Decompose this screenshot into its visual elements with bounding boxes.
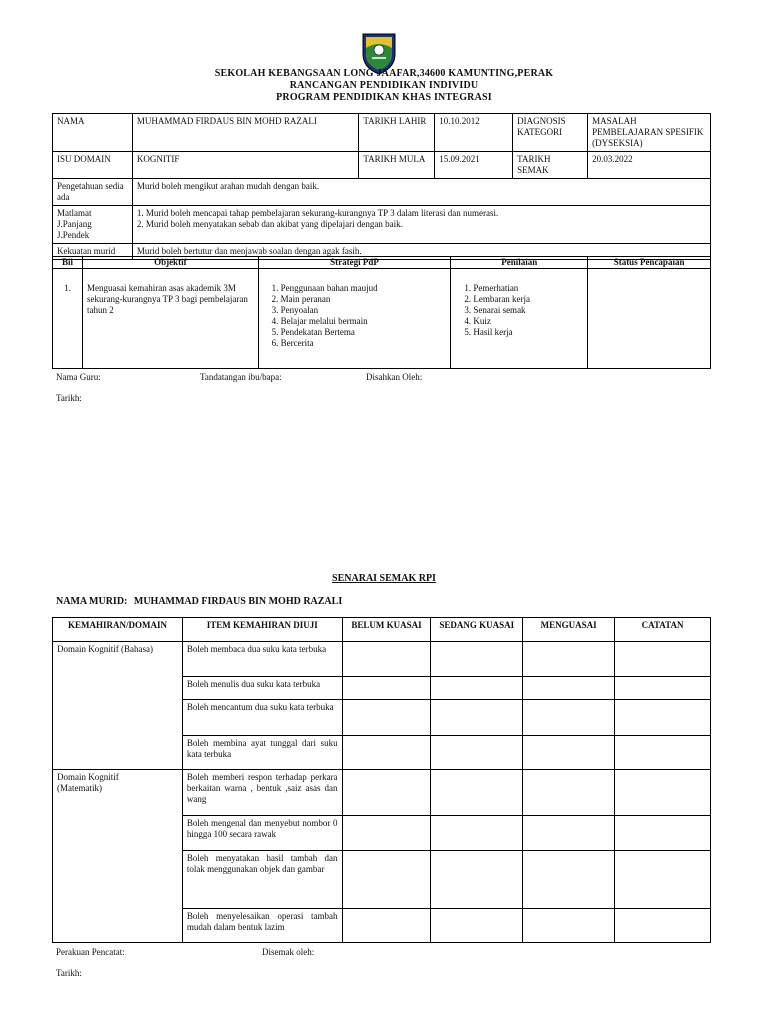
disemak-oleh-label: Disemak oleh: (262, 947, 315, 957)
menguasai-cell[interactable] (523, 642, 615, 677)
tarikh-label-2: Tarikh: (56, 968, 82, 978)
menguasai-cell[interactable] (523, 677, 615, 700)
matlamat-item-2: 2. Murid boleh menyatakan sebab dan akibat yang dipelajari dengan baik. (136, 219, 403, 229)
isu-domain-value: KOGNITIF (132, 152, 358, 179)
strategi-item: 6. Bercerita (281, 338, 447, 349)
tarikh-lahir-value: 10.10.2012 (435, 114, 513, 152)
sedang-cell[interactable] (431, 816, 523, 851)
penilaian-list (455, 283, 583, 338)
catatan-cell[interactable] (615, 700, 711, 736)
kekuatan-label: Kekuatan murid (53, 244, 133, 260)
diagnosis-value: MASALAH PEMBELAJARAN SPESIFIK (DYSEKSIA) (588, 114, 711, 152)
domain-matematik-line-1: Domain Kognitif (57, 772, 119, 782)
senarai-header-kemahiran: KEMAHIRAN/DOMAIN (53, 618, 183, 642)
kekuatan-value: Murid boleh bertutur dan menjawab soalan dengan agak fasih. (132, 244, 710, 260)
menguasai-cell[interactable] (523, 909, 615, 943)
senarai-header-sedang: SEDANG KUASAI (431, 618, 523, 642)
student-info-table (52, 113, 711, 260)
plan-header-objektif: Objektif (82, 257, 258, 269)
sedang-cell[interactable] (431, 909, 523, 943)
catatan-cell[interactable] (615, 851, 711, 909)
penilaian-item: 2. Lembaran kerja (473, 294, 583, 305)
table-row (53, 642, 711, 677)
nama-murid-label: NAMA MURID: (56, 596, 128, 607)
matlamat-value (132, 206, 710, 244)
sedang-cell[interactable] (431, 851, 523, 909)
senarai-semak-title: SENARAI SEMAK RPI (332, 573, 436, 584)
penilaian-item: 1. Pemerhatian (473, 283, 583, 294)
penilaian-item: 3. Senarai semak (473, 305, 583, 316)
catatan-cell[interactable] (615, 770, 711, 816)
tarikh-lahir-label: TARIKH LAHIR (359, 114, 435, 152)
sedang-cell[interactable] (431, 677, 523, 700)
domain-matematik-line-2: (Matematik) (57, 783, 102, 793)
pengetahuan-label: Pengetahuan sedia ada (53, 179, 133, 206)
plan-status (588, 269, 711, 369)
senarai-header-item: ITEM KEMAHIRAN DIUJI (182, 618, 342, 642)
menguasai-cell[interactable] (523, 816, 615, 851)
perakuan-pencatat-label: Perakuan Pencatat: (56, 947, 125, 957)
pengetahuan-value: Murid boleh mengikut arahan mudah dengan baik. (132, 179, 710, 206)
matlamat-label (53, 206, 133, 244)
plan-header-bil: Bil (53, 257, 83, 269)
disahkan-label: Disahkan Oleh: (366, 372, 423, 382)
plan-header-strategi: Strategi PdP (258, 257, 451, 269)
domain-bahasa: Domain Kognitif (Bahasa) (53, 642, 183, 770)
belum-cell[interactable] (342, 909, 431, 943)
menguasai-cell[interactable] (523, 700, 615, 736)
penilaian-item: 5. Hasil kerja (473, 327, 583, 338)
tarikh-semak-value: 20.03.2022 (588, 152, 711, 179)
belum-cell[interactable] (342, 770, 431, 816)
catatan-cell[interactable] (615, 677, 711, 700)
plan-penilaian (451, 269, 588, 369)
tarikh-label-1: Tarikh: (56, 393, 82, 403)
matlamat-item-1: 1. Murid boleh mencapai tahap pembelajaran sekurang-kurangnya TP 3 dalam literasi dan numerasi. (136, 208, 499, 218)
senarai-semak-table (52, 617, 711, 943)
plan-header-penilaian: Penilaian (451, 257, 588, 269)
tandatangan-ibubapa-label: Tandatangan ibu/bapa: (200, 372, 282, 382)
matlamat-label-1: Matlamat (57, 208, 92, 218)
nama-label: NAMA (53, 114, 133, 152)
sedang-cell[interactable] (431, 736, 523, 770)
menguasai-cell[interactable] (523, 736, 615, 770)
domain-matematik (53, 770, 183, 943)
item-bahasa-1: Boleh membaca dua suku kata terbuka (182, 642, 342, 677)
sedang-cell[interactable] (431, 770, 523, 816)
strategi-item: 3. Penyoalan (281, 305, 447, 316)
senarai-header-belum: BELUM KUASAI (342, 618, 431, 642)
plan-table (52, 256, 711, 369)
strategi-item: 5. Pendekatan Bertema (281, 327, 447, 338)
tarikh-semak-label: TARIKH SEMAK (513, 152, 588, 179)
menguasai-cell[interactable] (523, 770, 615, 816)
table-row (53, 770, 711, 816)
document-title: RANCANGAN PENDIDIKAN INDIVIDU (289, 80, 479, 91)
diagnosis-label: DIAGNOSIS KATEGORI (513, 114, 588, 152)
menguasai-cell[interactable] (523, 851, 615, 909)
strategi-item: 1. Penggunaan bahan maujud (281, 283, 447, 294)
nama-murid-value: MUHAMMAD FIRDAUS BIN MOHD RAZALI (133, 596, 343, 607)
catatan-cell[interactable] (615, 816, 711, 851)
item-bahasa-4: Boleh membina ayat tunggal dari suku kata terbuka (182, 736, 342, 770)
program-title: PROGRAM PENDIDIKAN KHAS INTEGRASI (276, 92, 492, 103)
nama-guru-label: Nama Guru: (56, 372, 101, 382)
item-bahasa-3: Boleh mencantum dua suku kata terbuka (182, 700, 342, 736)
item-matematik-4: Boleh menyelesaikan operasi tambah mudah dalam bentuk lazim (182, 909, 342, 943)
isu-domain-label: ISU DOMAIN (53, 152, 133, 179)
belum-cell[interactable] (342, 851, 431, 909)
tarikh-mula-label: TARIKH MULA (359, 152, 435, 179)
nama-value: MUHAMMAD FIRDAUS BIN MOHD RAZALI (132, 114, 358, 152)
matlamat-label-2: J.Panjang (57, 219, 92, 229)
belum-cell[interactable] (342, 677, 431, 700)
tarikh-mula-value: 15.09.2021 (435, 152, 513, 179)
item-bahasa-2: Boleh menulis dua suku kata terbuka (182, 677, 342, 700)
plan-header-status: Status Pencapaian (588, 257, 711, 269)
belum-cell[interactable] (342, 816, 431, 851)
item-matematik-2: Boleh mengenal dan menyebut nombor 0 hingga 100 secara rawak (182, 816, 342, 851)
belum-cell[interactable] (342, 700, 431, 736)
catatan-cell[interactable] (615, 736, 711, 770)
item-matematik-1: Boleh memberi respon terhadap perkara berkaitan warna , bentuk ,saiz asas dan wang (182, 770, 342, 816)
plan-bil: 1. (53, 269, 83, 369)
belum-cell[interactable] (342, 736, 431, 770)
nama-murid-line (56, 596, 342, 607)
sedang-cell[interactable] (431, 700, 523, 736)
senarai-header-catatan: CATATAN (615, 618, 711, 642)
senarai-header-menguasai: MENGUASAI (523, 618, 615, 642)
matlamat-label-3: J.Pendek (57, 230, 90, 240)
strategi-item: 4. Belajar melalui bermain (281, 316, 447, 327)
sedang-cell[interactable] (431, 642, 523, 677)
strategi-item: 2. Main peranan (281, 294, 447, 305)
catatan-cell[interactable] (615, 909, 711, 943)
plan-strategi (258, 269, 451, 369)
item-matematik-3: Boleh menyatakan hasil tambah dan tolak menggunakan objek dan gambar (182, 851, 342, 909)
belum-cell[interactable] (342, 642, 431, 677)
catatan-cell[interactable] (615, 642, 711, 677)
strategi-list (263, 283, 447, 349)
school-name: SEKOLAH KEBANGSAAN LONG JAAFAR,34600 KAMUNTING,PERAK (214, 68, 554, 79)
penilaian-item: 4. Kuiz (473, 316, 583, 327)
plan-objektif: Menguasai kemahiran asas akademik 3M sekurang-kurangnya TP 3 bagi pembelajaran tahun 2 (82, 269, 258, 369)
